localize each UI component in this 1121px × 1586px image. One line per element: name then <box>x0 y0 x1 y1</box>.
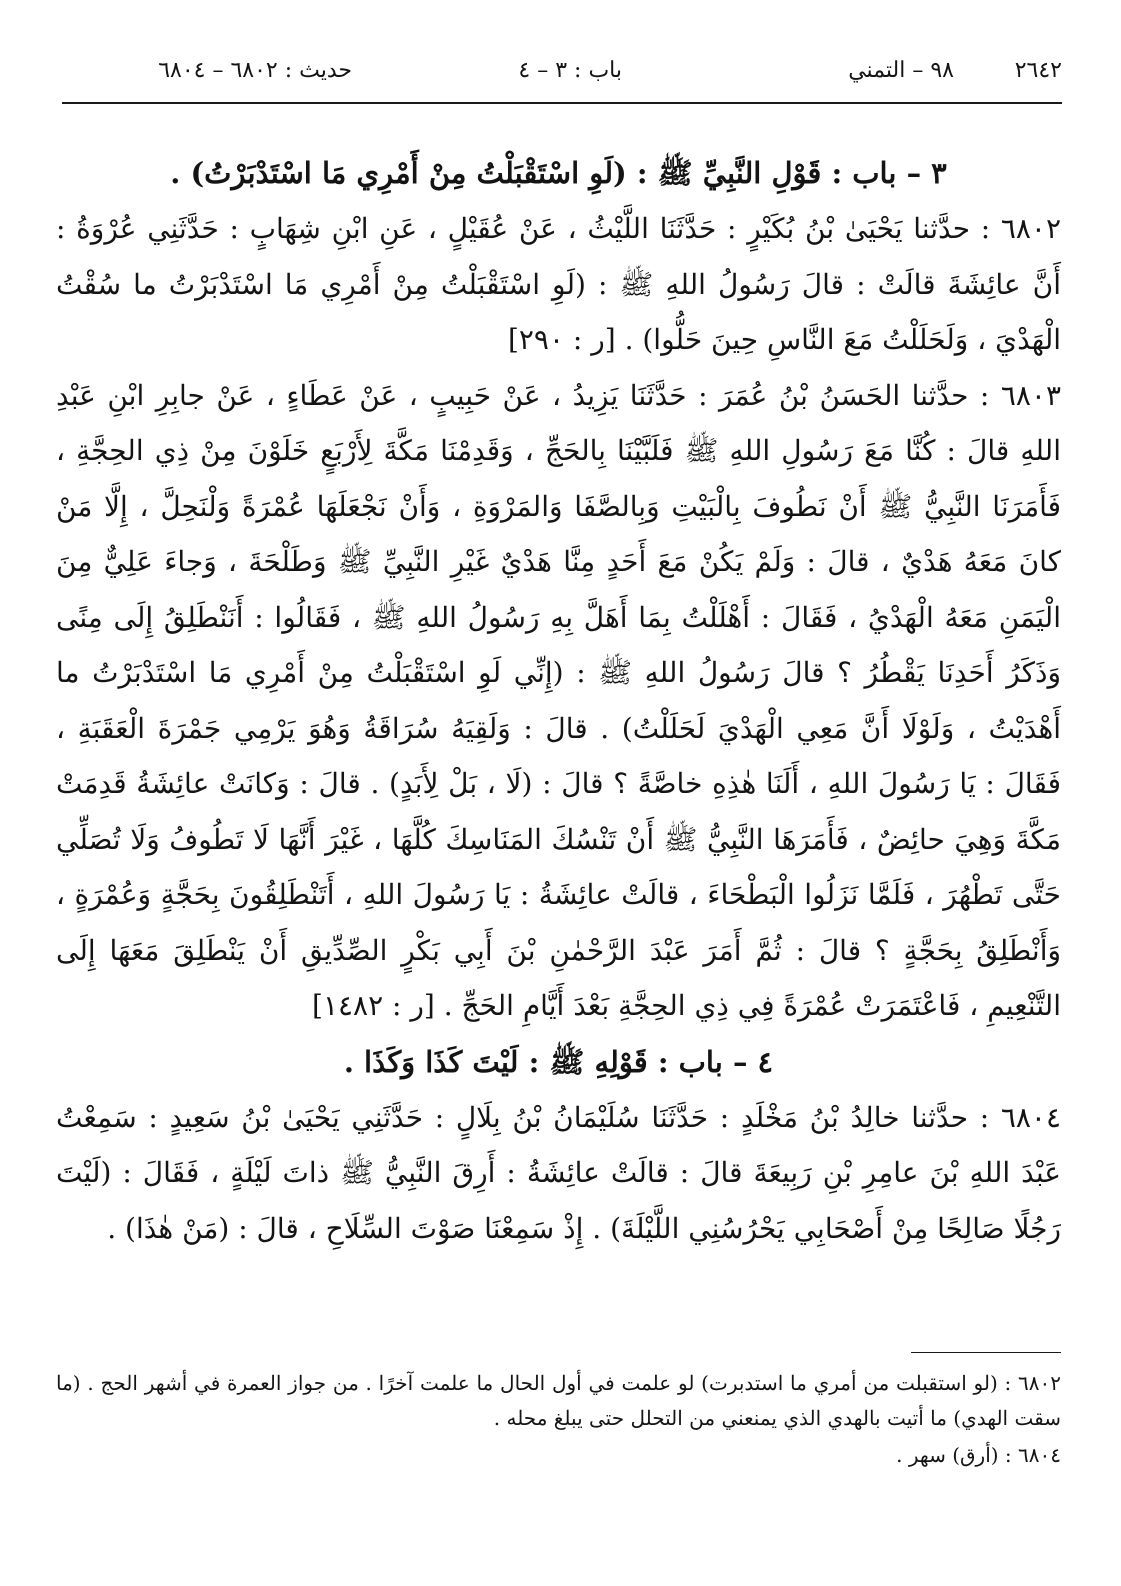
hadith-paragraph: ٦٨٠٤ : حدَّثنا خالِدُ بْنُ مَخْلَدٍ : حَدَّثَنَا سُلَيْمَانُ بْنُ بِلَالٍ : حَدَّثَنِي يَحْيَىٰ بْنُ سَعِيدٍ : سَمِعْتُ عَبْدَ اللهِ بْنَ عامِرِ بْنِ رَبِيعَةَ قالَ : قالَتْ عائِشَةُ : أَرِقَ النَّبِيُّ ﷺ ذاتَ لَيْلَةٍ ، فَقَالَ : (لَيْتَ رَجُلًا صَالِحًا مِنْ أَصْحَابِي يَحْرُسُنِي اللَّيْلَةَ) . إِذْ سَمِعْنَا صَوْتَ السِّلَاحِ ، قالَ : (مَنْ هٰذَا) . <box>56 1100 1061 1245</box>
hadith-range: حديث : ٦٨٠٢ – ٦٨٠٤ <box>158 58 352 83</box>
bab-range: باب : ٣ – ٤ <box>518 58 622 83</box>
book-title: ٩٨ – التمني <box>848 58 954 83</box>
page-number: ٢٦٤٢ <box>1014 58 1062 83</box>
main-text <box>56 145 1061 1256</box>
chapter-heading: ٤ – باب : قَوْلِهِ ﷺ : لَيْتَ كَذَا وَكَذَا . <box>343 1044 774 1079</box>
header-divider <box>62 102 1062 104</box>
hadith-paragraph: ٦٨٠٣ : حدَّثنا الحَسَنُ بْنُ عُمَرَ : حَدَّثَنَا يَزِيدُ ، عَنْ حَبِيبٍ ، عَنْ عَطَاءٍ ، عَنْ جابِرِ ابْنِ عَبْدِ اللهِ قالَ : كُنَّا مَعَ رَسُولِ اللهِ ﷺ فَلَبَّيْنَا بِالحَجِّ ، وَقَدِمْنَا مَكَّةَ لِأَرْبَعٍ خَلَوْنَ مِنْ ذِي الحِجَّةِ ، فَأَمَرَنَا النَّبِيُّ ﷺ أَنْ نَطُوفَ بِالْبَيْتِ وَبِالصَّفَا وَالمَرْوَةِ ، وَأَنْ نَجْعَلَهَا عُمْرَةً وَلْنَحِلَّ ، إِلَّا مَنْ كانَ مَعَهُ هَدْيٌ ، قالَ : وَلَمْ يَكُنْ مَعَ أَحَدٍ مِنَّا هَدْيٌ غَيْرِ النَّبِيِّ ﷺ وَطَلْحَةَ ، وَجاءَ عَلِيٌّ مِنَ الْيَمَنِ مَعَهُ الْهَدْيُ ، فَقَالَ : أَهْلَلْتُ بِمَا أَهَلَّ بِهِ رَسُولُ اللهِ ﷺ ، فَقَالُوا : أَنَنْطَلِقُ إِلَى مِنًى وَذَكَرُ أَحَدِنَا يَقْطُرُ ؟ قالَ رَسُولُ اللهِ ﷺ : (إِنِّي لَوِ اسْتَقْبَلْتُ مِنْ أَمْرِي مَا اسْتَدْبَرْتُ ما أَهْدَيْتُ ، وَلَوْلَا أَنَّ مَعِي الْهَدْيَ لَحَلَلْتُ) . قالَ : وَلَقِيَهُ سُرَاقَةُ وَهُوَ يَرْمِي جَمْرَةَ الْعَقَبَةِ ، فَقَالَ : يَا رَسُولَ اللهِ ، أَلَنَا هٰذِهِ خاصَّةً ؟ قالَ : (لَا ، بَلْ لِأَبَدٍ) . قالَ : وَكانَتْ عائِشَةُ قَدِمَتْ مَكَّةَ وَهِيَ حائِضٌ ، فَأَمَرَهَا النَّبِيُّ ﷺ أَنْ تَنْسُكَ المَنَاسِكَ كُلَّهَا ، غَيْرَ أَنَّهَا لَا تَطُوفُ وَلَا تُصَلِّي حَتَّى تَطْهُرَ ، فَلَمَّا نَزَلُوا الْبَطْحَاءَ ، قالَتْ عائِشَةُ : يَا رَسُولَ اللهِ ، أَتَنْطَلِقُونَ بِحَجَّةٍ وَعُمْرَةٍ ، وَأَنْطَلِقُ بِحَجَّةٍ ؟ قالَ : ثُمَّ أَمَرَ عَبْدَ الرَّحْمٰنِ بْنَ أَبِي بَكْرٍ الصِّدِّيقِ أَنْ يَنْطَلِقَ مَعَهَا إِلَى التَّنْعِيمِ ، فَاعْتَمَرَتْ عُمْرَةً فِي ذِي الحِجَّةِ بَعْدَ أَيَّامِ الحَجِّ . [ر : ١٤٨٢] <box>56 378 1061 1022</box>
footnotes <box>56 1366 1061 1475</box>
running-header <box>62 58 1062 98</box>
footnote: ٦٨٠٤ : (أرق) سهر . <box>896 1443 1061 1467</box>
chapter-heading: ٣ – باب : قَوْلِ النَّبِيِّ ﷺ : (لَوِ اسْتَقْبَلْتُ مِنْ أَمْرِي مَا اسْتَدْبَرْتُ) . <box>170 156 947 190</box>
footnote: ٦٨٠٢ : (لو استقبلت من أمري ما استدبرت) لو علمت في أول الحال ما علمت آخرًا . من جواز العمرة في أشهر الحج . (ما سقت الهدي) ما أتيت بالهدي الذي يمنعني من التحلل حتى يبلغ محله . <box>56 1371 1061 1430</box>
footnote-divider <box>911 1352 1061 1353</box>
hadith-paragraph: ٦٨٠٢ : حدَّثنا يَحْيَىٰ بْنُ بُكَيْرٍ : حَدَّثَنَا اللَّيْثُ ، عَنْ عُقَيْلٍ ، عَنِ ابْنِ شِهَابٍ : حَدَّثَنِي عُرْوَةُ : أَنَّ عائِشَةَ قالَتْ : قالَ رَسُولُ اللهِ ﷺ : (لَوِ اسْتَقْبَلْتُ مِنْ أَمْرِي مَا اسْتَدْبَرْتُ ما سُقْتُ الْهَدْيَ ، وَلَحَلَلْتُ مَعَ النَّاسِ حِينَ حَلُّوا) . [ر : ٢٩٠] <box>56 212 1061 356</box>
